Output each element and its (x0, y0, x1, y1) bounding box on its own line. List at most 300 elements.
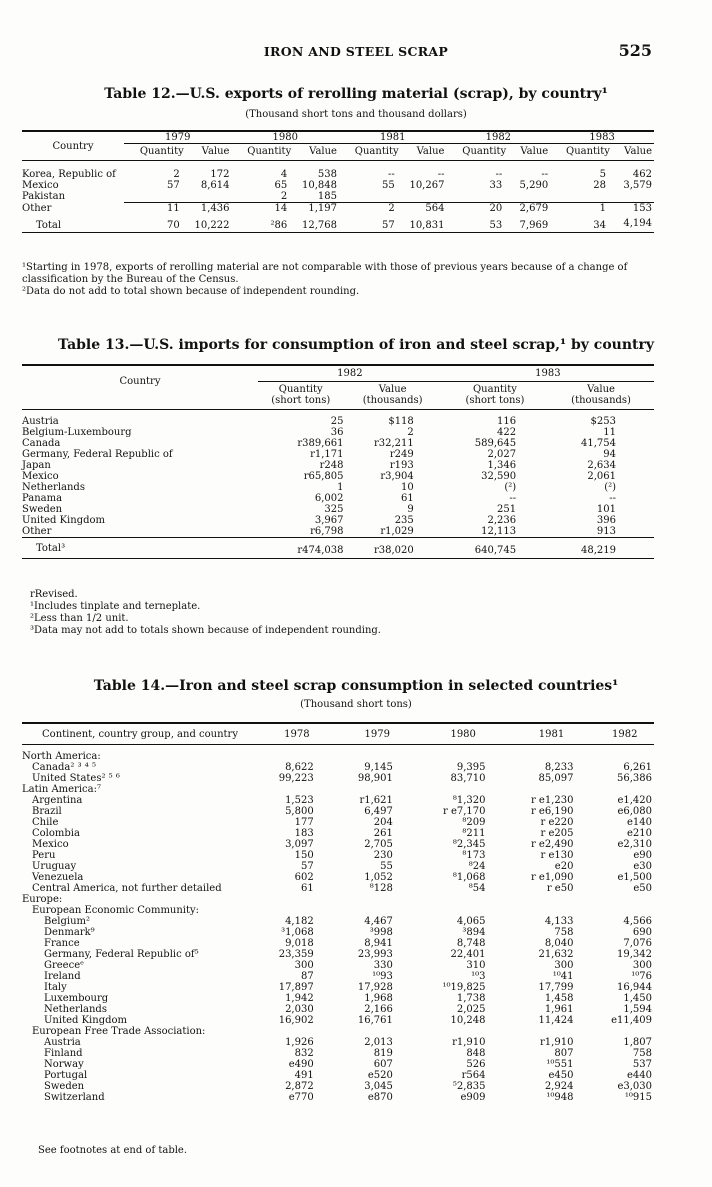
t13-country-cell: Sweden (22, 504, 63, 515)
t14-value-cell (419, 894, 508, 905)
t14-value-cell: 6,261 (623, 762, 652, 773)
table-row (22, 180, 654, 191)
t14-value-cell: 9,395 (456, 762, 486, 773)
t13-value-cell: r65,805 (303, 471, 344, 482)
t14-value-cell: r e205 (540, 828, 574, 839)
t13-country-cell: Japan (22, 460, 51, 471)
t12-value-cell: 2 (339, 203, 403, 215)
table-13 (22, 364, 654, 561)
t12-value-cell: 65 (274, 180, 288, 191)
t14-value-cell: 150 (294, 850, 314, 861)
t12-value-cell: 172 (210, 169, 230, 180)
t14-value-cell: 300 (554, 960, 574, 971)
table-row (22, 515, 654, 526)
table-13-note-4: ³Data may not add to totals shown because of independent rounding. (30, 625, 381, 636)
t12-value-cell: 4 (280, 169, 288, 180)
t14-value-cell: r e6,190 (530, 806, 574, 817)
t14-value-cell: 758 (554, 927, 574, 938)
t12-header-country: Country (22, 131, 124, 161)
t14-value-cell: 1,968 (364, 993, 393, 1004)
t14-value-cell: 690 (632, 927, 652, 938)
t14-value-cell: 85,097 (538, 773, 574, 784)
t12-header-value: Value (614, 144, 654, 161)
t13-value-cell: 2,236 (487, 515, 517, 526)
t14-value-cell: r1,621 (359, 795, 393, 806)
t14-value-cell: ⁸2,345 (452, 839, 486, 850)
t14-value-cell (419, 751, 508, 762)
t14-value-cell: e440 (626, 1070, 652, 1081)
t12-header-value: Value (403, 144, 447, 161)
t12-value-cell: 185 (317, 191, 337, 202)
t13-value-cell: r6,798 (310, 526, 344, 537)
t14-value-cell: 8,040 (544, 938, 574, 949)
t14-value-cell (595, 751, 654, 762)
t13-value-label: Value (587, 384, 615, 395)
t14-value-cell: 11,424 (538, 1015, 574, 1026)
t12-header-value: Value (188, 144, 232, 161)
table-14-subtitle: (Thousand short tons) (300, 699, 412, 710)
t14-country-cell: Mexico (32, 839, 69, 850)
t14-value-cell: e909 (460, 1092, 486, 1103)
t13-header-country: Country (22, 365, 258, 410)
table-12-notes (22, 262, 654, 298)
t14-value-cell: 5,800 (285, 806, 314, 817)
t14-value-cell: 61 (300, 883, 314, 894)
t13-value-cell: 2,027 (487, 449, 517, 460)
table-14 (22, 722, 654, 1103)
t14-value-cell: 602 (294, 872, 314, 883)
t14-country-cell: Brazil (32, 806, 62, 817)
t13-country-cell: Austria (22, 416, 59, 427)
t14-header-year: 1980 (419, 723, 508, 745)
t14-value-cell (419, 905, 508, 916)
t14-value-cell: 7,076 (623, 938, 652, 949)
t13-value-cell: 9 (407, 504, 414, 515)
t12-value-cell: 33 (489, 180, 503, 191)
t12-value-cell: 57 (381, 219, 395, 231)
t13-header-year: 1982 (258, 365, 442, 382)
t12-value-cell: 10,848 (301, 180, 337, 191)
t14-value-cell (508, 1026, 596, 1037)
t14-country-cell: Austria (44, 1037, 81, 1048)
t14-value-cell: ¹⁰3 (471, 971, 486, 982)
t14-country-cell: North America: (22, 751, 101, 762)
t13-country-cell: Germany, Federal Republic of (22, 449, 173, 460)
t14-value-cell: ⁸54 (468, 883, 486, 894)
t14-value-cell: ¹⁰41 (552, 971, 574, 982)
table-row (22, 938, 654, 949)
t14-value-cell: ¹⁰948 (546, 1092, 574, 1103)
t12-value-cell: 57 (167, 180, 180, 191)
t14-value-cell: ¹⁰915 (624, 1092, 652, 1103)
t14-value-cell: 1,807 (623, 1037, 652, 1048)
t12-value-cell: 3,579 (623, 180, 652, 191)
table-row (22, 949, 654, 960)
t12-header-year: 1981 (339, 131, 446, 144)
t12-value-cell (510, 191, 550, 203)
table-row (22, 169, 654, 180)
t14-value-cell (508, 784, 596, 795)
table-row (22, 883, 654, 894)
t12-value-cell: 1,436 (188, 203, 232, 215)
t12-header-value: Value (510, 144, 550, 161)
t14-value-cell (595, 905, 654, 916)
t14-country-cell: Norway (44, 1059, 84, 1070)
t14-value-cell: ⁸209 (462, 817, 486, 828)
t14-value-cell: 2,705 (364, 839, 393, 850)
t12-value-cell: 10,222 (194, 219, 230, 231)
t14-country-cell: United States² ⁵ ⁶ (32, 773, 120, 784)
t14-country-cell: Finland (44, 1048, 83, 1059)
t14-value-cell: ¹⁰19,825 (442, 982, 486, 993)
running-head: IRON AND STEEL SCRAP (263, 44, 449, 59)
t14-value-cell: 19,342 (617, 949, 652, 960)
t14-value-cell: e30 (633, 861, 652, 872)
table-row (22, 1026, 654, 1037)
t13-value-cell: 6,002 (314, 493, 344, 504)
t14-value-cell: r e50 (546, 883, 574, 894)
t14-value-cell: 607 (373, 1059, 393, 1070)
t13-country-cell: Total³ (36, 543, 66, 554)
t12-value-cell: 55 (381, 180, 395, 191)
t12-value-cell: 10,267 (409, 180, 445, 191)
t14-value-cell (508, 751, 596, 762)
t14-value-cell: 1,594 (623, 1004, 652, 1015)
table-12-note-1: ¹Starting in 1978, exports of rerolling material are not comparable with those of previous years because of a change of classification by the Bureau of the Census. (22, 262, 628, 285)
t13-country-cell: Netherlands (22, 482, 85, 493)
t14-value-cell: e90 (633, 850, 652, 861)
t12-value-cell (614, 191, 654, 203)
t14-value-cell: 526 (466, 1059, 486, 1070)
table-13-note-1: rRevised. (30, 589, 78, 600)
t12-value-cell: 34 (593, 219, 606, 231)
t14-value-cell: 21,632 (538, 949, 574, 960)
t12-header-year: 1980 (231, 131, 338, 144)
t14-value-cell (595, 1026, 654, 1037)
t14-country-cell: United Kingdom (44, 1015, 127, 1026)
t14-value-cell: r e220 (540, 817, 574, 828)
t13-country-cell: Canada (22, 438, 61, 449)
t12-value-cell: 53 (489, 219, 503, 231)
t14-country-cell: Greeceᵉ (44, 960, 84, 971)
t14-value-cell (419, 1026, 508, 1037)
t14-value-cell: 4,133 (544, 916, 574, 927)
t13-value-cell: (²) (504, 482, 517, 493)
t14-value-cell: e20 (554, 861, 574, 872)
t14-value-cell: 1,523 (285, 795, 314, 806)
table-row (22, 850, 654, 861)
t12-value-cell: 1 (550, 203, 614, 215)
table-row (22, 1081, 654, 1092)
t13-value-cell: 41,754 (581, 438, 616, 449)
t14-value-cell: 330 (373, 960, 393, 971)
t13-value-unit: (thousands) (362, 395, 423, 406)
t14-value-cell: 9,145 (364, 762, 393, 773)
table-12-note-2: ²Data do not add to total shown because of independent rounding. (22, 286, 360, 297)
t14-country-cell: Sweden (44, 1081, 85, 1092)
t13-quantity-label: Quantity (472, 384, 517, 395)
t12-value-cell (339, 191, 403, 203)
t12-value-cell: 10,831 (409, 219, 445, 231)
t12-value-cell: 28 (593, 180, 606, 191)
t14-value-cell: r564 (461, 1070, 486, 1081)
t14-value-cell: 4,467 (364, 916, 393, 927)
t14-header-year: 1981 (508, 723, 596, 745)
t12-country-cell: Total (36, 219, 62, 231)
table-row (22, 416, 654, 427)
t14-value-cell: e3,030 (617, 1081, 652, 1092)
t13-header-value (344, 382, 442, 410)
t14-value-cell: 2,025 (456, 1004, 486, 1015)
t12-value-cell: 12,768 (301, 219, 337, 231)
t14-country-cell: Belgium² (44, 916, 90, 927)
t13-header-quantity (258, 382, 344, 410)
table-row (22, 993, 654, 1004)
t14-value-cell: 2,013 (364, 1037, 393, 1048)
t14-country-cell: France (44, 938, 80, 949)
t14-value-cell: e50 (633, 883, 652, 894)
table-row (22, 839, 654, 850)
t12-value-cell: 462 (632, 169, 652, 180)
t13-value-cell: 116 (497, 416, 517, 427)
t12-value-cell: 20 (446, 203, 510, 215)
t14-value-cell: 4,566 (623, 916, 652, 927)
t14-value-cell: 537 (632, 1059, 652, 1070)
t14-value-cell: e450 (548, 1070, 574, 1081)
t14-value-cell: 1,942 (285, 993, 314, 1004)
t13-value-cell: r193 (389, 460, 414, 471)
t13-value-cell: 61 (401, 493, 414, 504)
t14-value-cell: 310 (466, 960, 486, 971)
t14-value-cell: 22,401 (450, 949, 486, 960)
t13-value-cell: r474,038 (297, 545, 344, 556)
t14-value-cell: 10,248 (450, 1015, 486, 1026)
t12-country-cell: Other (22, 202, 52, 214)
table-row (22, 795, 654, 806)
table-14-title: Table 14.—Iron and steel scrap consumption in selected countries¹ (93, 678, 619, 694)
t14-value-cell (595, 784, 654, 795)
t14-country-cell: Ireland (44, 971, 81, 982)
t14-value-cell: 3,097 (285, 839, 314, 850)
table-row (22, 861, 654, 872)
t14-value-cell: 17,897 (278, 982, 314, 993)
table-13-title: Table 13.—U.S. imports for consumption of iron and steel scrap,¹ by country (57, 337, 654, 353)
t14-value-cell (336, 1026, 419, 1037)
t14-value-cell: 83,710 (450, 773, 486, 784)
t14-value-cell: 1,052 (364, 872, 393, 883)
t13-country-cell: Mexico (22, 471, 59, 482)
t12-value-cell: 1,197 (295, 203, 339, 215)
t13-quantity-unit: (short tons) (271, 395, 331, 406)
t13-value-cell: 2,061 (587, 471, 616, 482)
t12-spacer (22, 161, 124, 170)
t13-value-cell: r248 (319, 460, 344, 471)
t14-value-cell: e1,500 (617, 872, 652, 883)
table-row (22, 916, 654, 927)
t12-header-quantity: Quantity (339, 144, 403, 161)
t14-value-cell: e770 (288, 1092, 314, 1103)
table-row (22, 784, 654, 795)
t14-value-cell (336, 784, 419, 795)
table-row (22, 471, 654, 482)
t14-value-cell: r1,910 (452, 1037, 486, 1048)
t14-value-cell: r e2,490 (530, 839, 574, 850)
t14-value-cell: 8,233 (544, 762, 574, 773)
t14-value-cell: 832 (294, 1048, 314, 1059)
table-row (22, 828, 654, 839)
t14-value-cell (258, 751, 336, 762)
t14-country-cell: European Economic Community: (32, 905, 200, 916)
t14-value-cell: 87 (300, 971, 314, 982)
t13-value-cell: 1 (337, 482, 344, 493)
table-row (22, 806, 654, 817)
t14-value-cell: 491 (294, 1070, 314, 1081)
t14-value-cell (258, 905, 336, 916)
t13-value-cell: 2,634 (587, 460, 616, 471)
t14-value-cell: 4,182 (285, 916, 314, 927)
t14-country-cell: Venezuela (32, 872, 84, 883)
t12-header-quantity: Quantity (446, 144, 510, 161)
t12-value-cell: 2 (173, 169, 180, 180)
t14-value-cell: 6,497 (364, 806, 393, 817)
t14-value-cell: e870 (367, 1092, 393, 1103)
t13-value-cell: r38,020 (374, 545, 414, 556)
t13-value-cell: 2 (407, 427, 414, 438)
t13-quantity-unit: (short tons) (465, 395, 525, 406)
t13-value-cell: $253 (590, 416, 616, 427)
table-row (22, 1059, 654, 1070)
table-row (22, 1048, 654, 1059)
t14-value-cell: 819 (373, 1048, 393, 1059)
t14-value-cell: 2,030 (285, 1004, 314, 1015)
t12-value-cell: -- (541, 169, 549, 180)
table-row (22, 526, 654, 538)
t13-value-cell: 640,745 (474, 545, 517, 556)
table-row (22, 493, 654, 504)
t14-value-cell: e2,310 (617, 839, 652, 850)
t14-country-cell: Switzerland (44, 1092, 105, 1103)
table-row (22, 1004, 654, 1015)
t13-value-cell: 325 (324, 504, 344, 515)
t14-header-year: 1978 (258, 723, 336, 745)
t14-value-cell: 230 (373, 850, 393, 861)
t14-header-year: 1982 (595, 723, 654, 745)
t14-country-cell: Colombia (32, 828, 80, 839)
t14-value-cell (258, 1026, 336, 1037)
t14-value-cell: r e7,170 (442, 806, 486, 817)
t12-header-year: 1982 (446, 131, 550, 144)
t14-value-cell: 1,450 (623, 993, 652, 1004)
table-row (22, 191, 654, 203)
t14-value-cell: ³998 (369, 927, 393, 938)
t12-country-cell: Mexico (22, 180, 59, 191)
table-row (22, 751, 654, 762)
t14-value-cell: 848 (466, 1048, 486, 1059)
t12-value-cell: 153 (614, 203, 654, 215)
t14-value-cell: r1,910 (540, 1037, 574, 1048)
table-row (22, 872, 654, 883)
t13-value-cell: r249 (389, 449, 414, 460)
t14-value-cell: ³1,068 (281, 927, 314, 938)
t14-country-cell: Italy (44, 982, 67, 993)
t14-value-cell: ¹⁰93 (372, 971, 393, 982)
t14-value-cell: 300 (632, 960, 652, 971)
t13-value-cell: (²) (604, 482, 616, 493)
t12-header-quantity: Quantity (550, 144, 614, 161)
t14-value-cell: ⁸173 (462, 850, 486, 861)
t14-country-cell: Canada² ³ ⁴ ⁵ (32, 762, 96, 773)
t12-value-cell: 14 (231, 203, 295, 215)
t13-value-cell: 913 (596, 526, 616, 537)
table-row (22, 1092, 654, 1103)
t13-value-cell: r1,029 (380, 526, 414, 537)
t12-value-cell (124, 191, 188, 203)
t14-value-cell: 2,924 (544, 1081, 574, 1092)
t14-value-cell: 758 (632, 1048, 652, 1059)
table-row (22, 817, 654, 828)
t12-value-cell: -- (437, 169, 445, 180)
t14-value-cell: ⁸1,320 (452, 795, 486, 806)
t13-country-cell: Belgium-Luxembourg (22, 427, 132, 438)
t12-country-cell: Pakistan (22, 191, 66, 203)
table-13-note-2: ¹Includes tinplate and terneplate. (30, 601, 201, 612)
t12-bottom-rule (22, 233, 654, 238)
t13-value-cell: 36 (330, 427, 344, 438)
t14-value-cell: 8,622 (285, 762, 314, 773)
table-row (22, 203, 654, 215)
t14-value-cell: 261 (373, 828, 393, 839)
t12-value-cell: 564 (403, 203, 447, 215)
t14-value-cell: 204 (373, 817, 393, 828)
table-row (22, 927, 654, 938)
t14-value-cell: e11,409 (611, 1015, 652, 1026)
t14-value-cell (508, 894, 596, 905)
t12-value-cell: -- (495, 169, 503, 180)
t14-value-cell: 8,748 (456, 938, 486, 949)
t14-value-cell (336, 894, 419, 905)
t14-value-cell (336, 751, 419, 762)
table-13-note-3: ²Less than 1/2 unit. (30, 613, 129, 624)
t14-value-cell: ⁵2,835 (452, 1081, 486, 1092)
t13-header-value (548, 382, 654, 410)
t13-country-cell: United Kingdom (22, 515, 105, 526)
t13-value-cell: 1,346 (487, 460, 517, 471)
t12-value-cell: -- (387, 169, 395, 180)
t14-country-cell: Latin America:⁷ (22, 784, 101, 795)
t13-value-unit: (thousands) (571, 395, 631, 406)
t12-header-quantity: Quantity (231, 144, 295, 161)
t12-header-year: 1979 (124, 131, 231, 144)
t14-value-cell: 3,045 (364, 1081, 393, 1092)
table-13-notes (30, 589, 630, 637)
table-row (22, 504, 654, 515)
t14-value-cell: 57 (300, 861, 314, 872)
t14-country-cell: Germany, Federal Republic of⁵ (44, 949, 199, 960)
t14-value-cell: 17,928 (357, 982, 393, 993)
table-12 (22, 130, 654, 237)
t14-value-cell: 1,738 (456, 993, 486, 1004)
t14-country-cell: Uruguay (32, 861, 77, 872)
t13-value-cell: $118 (388, 416, 414, 427)
table-row (22, 543, 654, 559)
t14-country-cell: Central America, not further detailed (32, 883, 222, 894)
t14-value-cell (258, 894, 336, 905)
t14-value-cell: e6,080 (617, 806, 652, 817)
t14-value-cell: r e1,230 (530, 795, 574, 806)
t14-value-cell: 177 (294, 817, 314, 828)
t14-value-cell: e140 (626, 817, 652, 828)
t13-value-cell: 94 (603, 449, 616, 460)
